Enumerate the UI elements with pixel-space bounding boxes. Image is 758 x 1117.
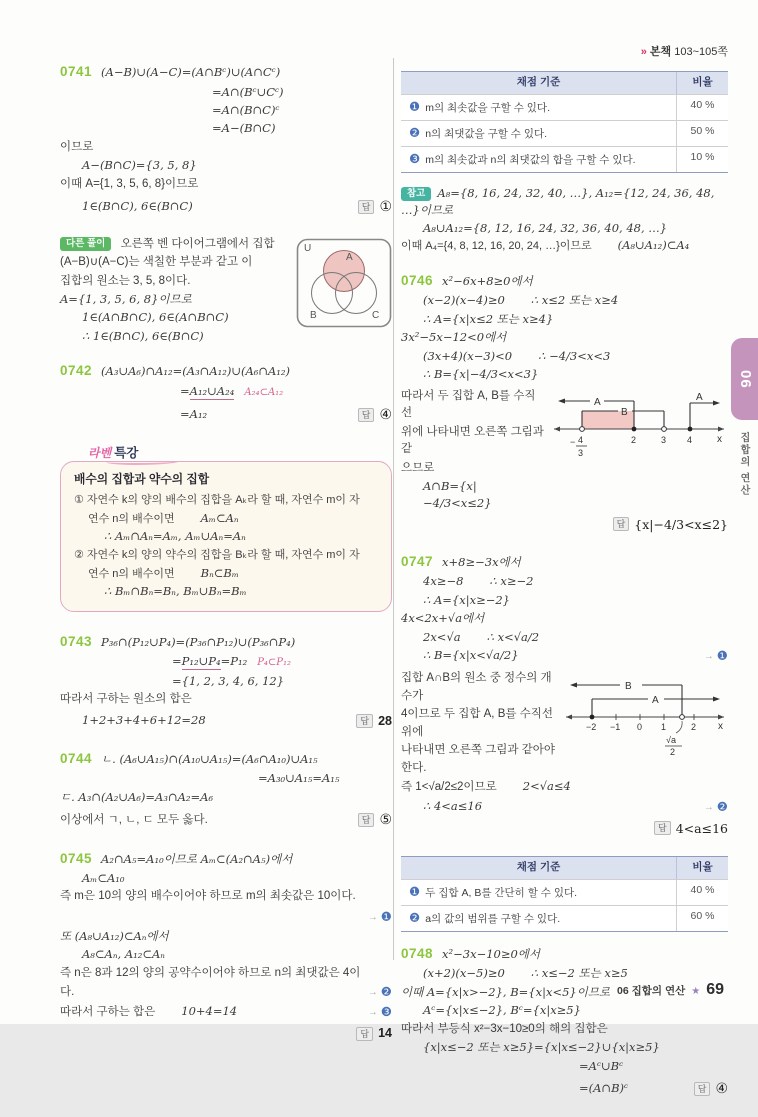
step-arrow: → (367, 1007, 378, 1019)
equation-part: ∴ x≥−2 (489, 574, 534, 589)
equation-line: ∴ 1∈(B∩C), 6∈(B∩C) (82, 328, 204, 343)
chapter-tab-number: 06 (736, 369, 754, 389)
text-line: 다. (60, 986, 75, 999)
chapter-side-tab (731, 338, 758, 420)
equation-line: 3x²−5x−12<0에서 (401, 330, 507, 345)
set-a-label: A (594, 396, 601, 408)
answer-value: {x|−4/3<x≤2} (634, 516, 728, 532)
equation-line: x²−6x+8≥0에서 (442, 273, 533, 288)
axis-arrow-left (554, 426, 560, 431)
answer (358, 196, 392, 217)
text-line: 4이므로 두 집합 A, B를 수직선 위에 (401, 708, 553, 738)
number-line-figure-0746 (550, 387, 728, 463)
alt-solution-badge: 다른 풀이 (60, 237, 111, 251)
rubric-row (401, 146, 728, 172)
text-line: 이상에서 ㄱ, ㄴ, ㄷ 모두 옳다. (60, 813, 208, 826)
rubric-row (401, 879, 728, 905)
lecture-badge-script: 라벤 (88, 445, 112, 460)
grading-rubric-table-2 (401, 856, 728, 932)
lecture-line: 연수 n의 배수이면 (88, 512, 175, 525)
equation-line: 1+2+3+4+6+12=28 (82, 713, 206, 728)
problem-number: 0746 (401, 272, 434, 288)
sqrt-label-numerator: √a (666, 735, 676, 746)
equation-part: ∴ x<√a/2 (486, 629, 540, 644)
step-number: ❷ (380, 985, 392, 1000)
equation-line: ∴ B={x|−4/3<x<3} (423, 367, 539, 382)
equation-line: {x|x≤−2 또는 x≥5}={x|x≤−2}∪{x|x≥5} (423, 1040, 660, 1055)
rubric-row (401, 120, 728, 146)
answer-value: 4<a≤16 (675, 820, 728, 836)
step-number: ❶ (716, 649, 728, 664)
equation-part: ∴ −4/3<x<3 (538, 348, 611, 363)
step-arrow: → (367, 987, 378, 999)
equation-line: x²−3x−10≥0에서 (442, 946, 541, 961)
closed-endpoint (632, 426, 637, 431)
lecture-formula: ∴ Bₘ∩Bₙ=Bₙ, Bₘ∪Bₙ=Bₘ (104, 584, 247, 599)
problem-number: 0741 (60, 64, 93, 79)
step-number: ❷ (409, 125, 421, 140)
step-number: ❶ (409, 884, 421, 899)
tick-label: −2 (586, 722, 597, 733)
equation-line: =A∩(B∩C)ᶜ (212, 102, 280, 117)
answer-label: 답 (694, 1082, 711, 1096)
text-line: 집합 A∩B의 원소 중 정수의 개수가 (401, 672, 552, 702)
answer-label: 답 (358, 813, 375, 827)
open-endpoint (680, 715, 685, 720)
answer (358, 809, 392, 830)
equation-part: =P₁₂ (220, 654, 248, 669)
text-line: 따라서 부등식 x²−3x−10≥0의 해의 집합은 (401, 1022, 608, 1035)
equation-part: 2<√a≤4 (522, 779, 571, 794)
step-mark-1 (368, 908, 392, 927)
book-ref-bold: 본책 (649, 46, 672, 58)
set-b-arrow (570, 683, 577, 688)
answer-label: 답 (613, 517, 630, 531)
rubric-text: m의 최솟값과 n의 최댓값의 합을 구할 수 있다. (425, 153, 636, 166)
right-column (401, 44, 728, 1117)
equation-line: 4x<2x+√a에서 (401, 611, 485, 626)
closed-endpoint (688, 426, 693, 431)
number-line-figure-0747 (562, 669, 728, 757)
problem-number: 0744 (60, 750, 93, 766)
pointer-curve (676, 721, 682, 733)
equation-part: (x+2)(x−5)≥0 (423, 966, 505, 981)
lecture-formula: ∴ Aₘ∩Aₙ=Aₘ, Aₘ∪Aₙ=Aₙ (104, 529, 246, 544)
text-line: 오른쪽 벤 다이어그램에서 집합 (120, 237, 275, 250)
text-line: 따라서 두 집합 A, B를 수직선 (401, 389, 536, 420)
star-icon: ★ (691, 985, 701, 997)
tick-label: 2 (691, 722, 697, 733)
equation-line: 1∈(A∩B∩C), 6∈(A∩B∩C) (82, 310, 229, 325)
lecture-line: ② 자연수 k의 양의 약수의 집합을 Bₖ라 할 때, 자연수 m이 자 (74, 548, 360, 561)
equation-part: = (180, 383, 190, 398)
axis-arrow-right (718, 426, 724, 431)
equation-part: 2x<√a (423, 629, 461, 644)
tick-fraction-denominator: 3 (578, 447, 584, 458)
subset-annotation: P₄⊂P₁₂ (257, 657, 292, 669)
equation-part: (A₈∪A₁₂)⊂A₄ (617, 238, 690, 253)
answer (358, 404, 392, 425)
step-arrow: → (367, 911, 378, 923)
equation-line: =A₁₂ (180, 407, 208, 422)
answer-value: 14 (378, 1026, 392, 1041)
tick-label-3: 3 (661, 434, 667, 445)
grading-rubric-table-1 (401, 71, 728, 173)
answer-value: 28 (378, 713, 392, 728)
text-line: 이때 A₄={4, 8, 12, 16, 20, 24, …}이므로 (401, 240, 592, 253)
text-line: 위에 나타내면 오른쪽 그림과 같 (401, 425, 544, 456)
text-line: 집합의 원소는 3, 5, 8이다. (60, 274, 191, 287)
problem-number: 0745 (60, 850, 93, 866)
equation-part: ∴ x≤−2 또는 x≥5 (530, 966, 628, 981)
answer (694, 1078, 728, 1099)
axis-arrow-left (566, 715, 572, 720)
rubric-header-row (401, 72, 728, 94)
reference-badge: 참고 (401, 187, 431, 201)
step-number: ❷ (409, 910, 421, 925)
set-b-label: B (310, 309, 317, 321)
rubric-text: 두 집합 A, B를 간단히 할 수 있다. (425, 886, 578, 899)
lecture-formula: Aₘ⊂Aₙ (200, 510, 239, 525)
problem-0744 (60, 749, 392, 831)
tick-fraction-minus: − (570, 436, 576, 447)
footer-page-number: 69 (706, 980, 724, 998)
step-arrow: → (703, 651, 714, 663)
step-mark-3 (368, 1003, 392, 1022)
step-arrow: → (703, 801, 714, 813)
equation-line: Aₘ⊂A₁₀ (82, 871, 125, 886)
equation-line: (A₃∪A₆)∩A₁₂=(A₃∩A₁₂)∪(A₆∩A₁₂) (101, 364, 291, 379)
lecture-box (60, 461, 392, 612)
answer-label: 답 (356, 714, 373, 728)
step-mark-2 (704, 798, 728, 817)
equation-line: =Aᶜ∪Bᶜ (579, 1058, 624, 1073)
subset-annotation: A₂₄⊂A₁₂ (244, 386, 284, 398)
equation-line: ㄴ. (A₆∪A₁₅)∩(A₁₀∪A₁₅)=(A₆∩A₁₀)∪A₁₅ (101, 751, 318, 766)
text-line: 이므로 (60, 140, 94, 153)
set-a-circle-shaded (324, 250, 365, 291)
equation-line: =A₃₀∪A₁₅=A₁₅ (258, 771, 340, 786)
tick-label: −1 (610, 722, 621, 733)
text-line: 즉 m은 10의 양의 배수이어야 하므로 m의 최솟값은 10이다. (60, 890, 356, 903)
closed-endpoint (590, 715, 595, 720)
equation-line: A₈∪A₁₂={8, 12, 16, 24, 32, 36, 40, 48, …} (423, 220, 668, 235)
text-line: 따라서 구하는 합은 (60, 1006, 156, 1019)
set-a-right-arrow (713, 400, 720, 405)
tick-label-4: 4 (687, 434, 693, 445)
answer-label: 답 (356, 1027, 373, 1041)
rubric-pct: 40 % (676, 95, 728, 120)
answer (60, 1024, 392, 1043)
equation-line: 1∈(B∩C), 6∈(B∩C) (82, 198, 193, 213)
set-a-left-arrow (558, 398, 565, 403)
rubric-header-criteria: 채점 기준 (516, 860, 561, 873)
equation-line: ∴ A={x|x≥−2} (423, 592, 510, 607)
equation-line: A={1, 3, 5, 6, 8}이므로 (60, 292, 192, 306)
answer (401, 819, 728, 838)
set-a-label: A (652, 695, 659, 707)
equation-line: =(A∩B)ᶜ (579, 1080, 629, 1095)
lecture-formula: Bₙ⊂Bₘ (200, 565, 239, 580)
problem-number: 0748 (401, 945, 434, 961)
sqrt-label-denominator: 2 (670, 747, 676, 758)
equation-line: A₈={8, 16, 24, 32, 40, …}, A₁₂={12, 24, 36, 48, …}이므로 (401, 185, 715, 218)
equation-part: ∴ x≤2 또는 x≥4 (530, 293, 619, 308)
rubric-header-ratio: 비율 (676, 857, 728, 879)
answer-value: ⑤ (379, 811, 392, 828)
equation-line: Aᶜ={x|x≤−2}, Bᶜ={x|x≥5} (423, 1003, 581, 1018)
equation-part: (3x+4)(x−3)<0 (423, 348, 513, 363)
rubric-header-ratio: 비율 (676, 72, 728, 94)
step-mark-1 (704, 647, 728, 666)
book-page-reference (401, 44, 728, 61)
equation-line: ∴ A={x|x≤2 또는 x≥4} (423, 311, 554, 326)
text-line: (A−B)∪(A−C)는 색칠한 부분과 같고 이 (60, 256, 253, 269)
equation-line: (A−B)∪(A−C)=(A∩Bᶜ)∪(A∩Cᶜ) (101, 65, 281, 79)
equation-line: A₈⊂Aₙ, A₁₂⊂Aₙ (82, 947, 165, 962)
column-divider (393, 58, 394, 960)
venn-diagram (296, 238, 392, 330)
problem-0743 (60, 632, 392, 731)
rubric-row (401, 94, 728, 120)
axis-x-label: x (717, 433, 722, 445)
rubric-text: m의 최솟값을 구할 수 있다. (425, 101, 550, 114)
tick-label-2: 2 (631, 434, 637, 445)
open-endpoint (662, 426, 667, 431)
equation-line: ∴ B={x|x<√a/2} (423, 648, 519, 663)
tick-label: 0 (637, 722, 643, 733)
text-line: 즉 n은 8과 12의 양의 공약수이어야 하므로 n의 최댓값은 4이 (60, 966, 361, 979)
text-line: 으므로 (401, 461, 435, 474)
equation-line: A∩B={x|−4/3<x≤2} (423, 479, 492, 511)
answer-value: ④ (379, 406, 392, 423)
underlined-term: P₁₂∪P₄ (181, 654, 221, 669)
problem-0741 (60, 62, 392, 218)
lecture-line: ① 자연수 k의 양의 배수의 집합을 Aₖ라 할 때, 자연수 m이 자 (74, 494, 360, 507)
equation-line: =A−(B∩C) (212, 121, 276, 136)
text-line: 따라서 구하는 원소의 합은 (60, 693, 192, 706)
equation-line: 또 (A₈∪A₁₂)⊂Aₙ에서 (60, 928, 169, 943)
problem-0747 (401, 552, 728, 838)
step-number: ❸ (409, 151, 421, 166)
step-mark-2 (368, 983, 392, 1002)
lecture-badge (88, 444, 392, 465)
lecture-line: 연수 n의 배수이면 (88, 567, 175, 580)
problem-number: 0743 (60, 633, 93, 649)
rubric-header-criteria: 채점 기준 (516, 75, 561, 88)
equation-line: P₃₆∩(P₁₂∪P₄)=(P₃₆∩P₁₂)∪(P₃₆∩P₄) (101, 634, 296, 649)
axis-x-label: x (718, 721, 723, 733)
answer (356, 712, 392, 731)
equation-line: x+8≥−3x에서 (442, 554, 521, 569)
left-column (60, 62, 392, 1061)
universe-label: U (304, 242, 312, 254)
rubric-row (401, 905, 728, 931)
set-c-label: C (372, 309, 380, 321)
rubric-header-row (401, 857, 728, 879)
equation-part: 10+4=14 (181, 1004, 238, 1019)
problem-0745 (60, 849, 392, 1044)
text-line: 즉 1<√a/2≤2이므로 (401, 781, 497, 794)
problem-0746 (401, 271, 728, 534)
chapter-tab-label: 집합의 연산 (738, 432, 749, 497)
text-line: 이때 A={1, 3, 5, 6, 8}이므로 (60, 177, 199, 190)
problem-number: 0747 (401, 553, 434, 569)
rubric-text: n의 최댓값을 구할 수 있다. (425, 127, 548, 140)
rubric-pct: 50 % (676, 121, 728, 146)
underlined-term: A₁₂∪A₂₄ (189, 383, 235, 398)
reference-note (401, 185, 728, 255)
tick-label: 1 (661, 722, 667, 733)
set-b-label: B (625, 681, 632, 693)
set-a-label: A (696, 391, 703, 403)
tick-fraction-numerator: 4 (578, 434, 584, 445)
set-a-label: A (346, 251, 353, 263)
answer-label: 답 (654, 821, 671, 835)
set-b-label: B (621, 406, 628, 418)
answer-label: 답 (358, 408, 375, 422)
step-number: ❷ (716, 799, 728, 814)
axis-arrow-right (718, 715, 724, 720)
equation-line: ∴ 4<a≤16 (423, 798, 483, 813)
problem-0742 (60, 361, 392, 425)
step-number: ❶ (380, 909, 392, 924)
rubric-text: a의 값의 범위를 구할 수 있다. (425, 912, 561, 925)
book-ref-pages: 103~105쪽 (674, 46, 728, 58)
equation-part: 4x≥−8 (423, 574, 464, 589)
equation-line: A₂∩A₅=A₁₀이므로 Aₘ⊂(A₂∩A₅)에서 (101, 851, 293, 866)
rubric-pct: 60 % (676, 906, 728, 931)
answer-value: ① (379, 198, 392, 215)
rubric-pct: 40 % (676, 880, 728, 905)
equation-line: ={1, 2, 3, 4, 6, 12} (172, 673, 285, 688)
answer-label: 답 (358, 200, 375, 214)
equation-line: 이때 A={x|x>−2}, B={x|x<5}이므로 (401, 984, 611, 999)
rubric-pct: 10 % (676, 147, 728, 172)
step-number: ❶ (409, 99, 421, 114)
equation-line: A−(B∩C)={3, 5, 8} (82, 158, 197, 173)
chevron-right-icon: » (640, 46, 647, 58)
step-number: ❸ (380, 1005, 392, 1020)
set-a-arrow (713, 697, 720, 702)
answer (401, 515, 728, 534)
lecture-badge-bold: 특강 (114, 445, 139, 460)
page-footer (617, 978, 724, 1002)
equation-part: = (172, 654, 182, 669)
equation-line: =A∩(Bᶜ∪Cᶜ) (212, 84, 284, 99)
answer-value: ④ (715, 1080, 728, 1097)
equation-line: ㄷ. A₃∩(A₂∪A₆)=A₃∩A₂=A₆ (60, 789, 214, 804)
footer-chapter: 06 집합의 연산 (617, 984, 686, 997)
alt-solution-0741 (60, 236, 392, 346)
equation-part: (x−2)(x−4)≥0 (423, 293, 505, 308)
lecture-title: 배수의 집합과 약수의 집합 (74, 472, 210, 487)
problem-number: 0742 (60, 363, 93, 379)
text-line: 나타내면 오른쪽 그림과 같아야 한다. (401, 744, 556, 774)
problem-0748 (401, 944, 728, 1100)
open-endpoint (580, 426, 585, 431)
